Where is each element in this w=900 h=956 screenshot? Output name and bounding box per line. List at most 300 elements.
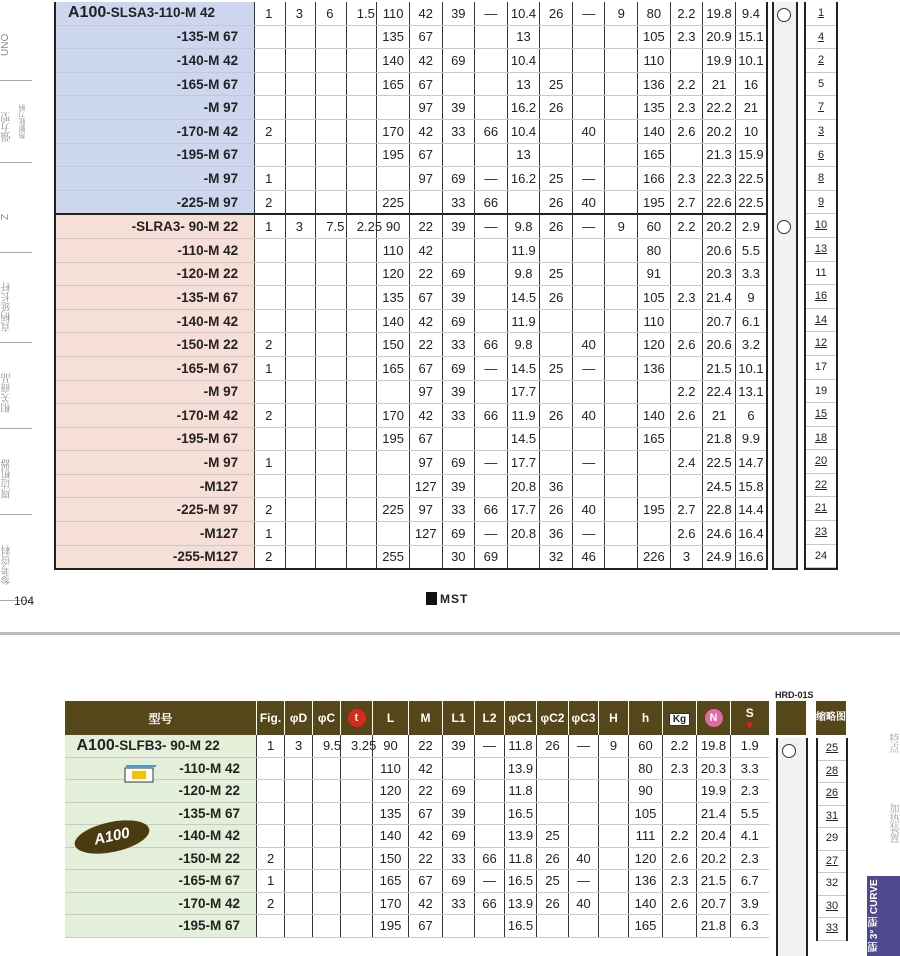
cell-l1: 69 [442,167,475,191]
cell-l1: 69 [443,870,475,893]
cell-fig: 2 [255,190,286,214]
cell-h: 120 [638,333,671,357]
cell-c1: 17.7 [507,380,540,404]
cell-h [605,238,638,262]
cell-l1 [443,757,475,780]
cell-h [605,309,638,333]
cell-h: 105 [638,25,671,49]
header-t [341,701,373,735]
ref-column-bottom [816,738,848,941]
cell-c1: 13 [507,72,540,96]
cell-h [605,427,638,451]
cell-kg: 2.2 [663,825,697,848]
ref-number[interactable]: 11 [806,262,836,286]
cell-h [605,286,638,310]
cell-c3 [572,49,605,73]
cell-l2: 66 [475,404,508,428]
cell-l1: 69 [443,780,475,803]
model-cell [65,802,257,825]
side-tab[interactable]: 周边机器 [2,459,13,499]
cell-fig: 1 [257,735,285,757]
header-h: h [629,701,663,735]
cell-d [285,404,316,428]
cell-l2: 66 [475,498,508,522]
cell-t [346,119,377,143]
cell-d [285,870,313,893]
header-s [731,701,769,735]
cell-c [313,802,341,825]
cell-l2: — [475,214,508,238]
cell-c1: 13 [507,143,540,167]
cell-n: 24.9 [703,545,736,569]
cell-l2: 66 [475,333,508,357]
table-row [55,167,767,191]
cell-l2: — [475,735,505,757]
cell-c1: 9.8 [507,214,540,238]
ref-number[interactable]: 28 [818,761,846,784]
cell-s: 3.2 [735,333,767,357]
cell-kg: 2.6 [670,522,703,546]
header-c2: φC2 [537,701,569,735]
model-cell [55,427,255,451]
model-cell [65,915,257,938]
ref-number[interactable]: 18 [806,427,836,451]
side-tab[interactable]: 相关商品 [2,373,13,413]
cell-kg: 2.4 [670,451,703,475]
cell-l: 150 [377,333,410,357]
cell-n: 21 [703,72,736,96]
cell-c2: 26 [540,190,573,214]
cell-d [285,167,316,191]
cell-c1: 17.7 [507,498,540,522]
cell-c1: 16.2 [507,167,540,191]
side-tab-note: 热膨胀刀柄 [19,104,26,140]
model-name: -170-M 42 [176,407,239,423]
cell-d [285,915,313,938]
cell-h [599,825,629,848]
ref-number[interactable]: 8 [806,167,836,191]
table-row [55,214,767,238]
header-d: φD [285,701,313,735]
cell-s: 9.9 [735,427,767,451]
cell-l1 [442,427,475,451]
table-row [55,333,767,357]
table-row [55,545,767,569]
cell-c1: 11.9 [507,238,540,262]
right-tab[interactable]: 加热装置 [887,803,898,843]
cell-c1: 11.9 [507,309,540,333]
cell-d [285,143,316,167]
cell-l1: 33 [442,498,475,522]
ref-number[interactable]: 29 [818,828,846,851]
cell-n: 22.2 [703,96,736,120]
right-tab[interactable]: 特点 [887,733,898,753]
cell-fig: 1 [255,451,286,475]
cell-m [409,545,442,569]
cell-n: 21.8 [703,427,736,451]
cell-h: 91 [638,262,671,286]
cell-c2: 36 [540,474,573,498]
cell-h [605,545,638,569]
cell-fig [255,474,286,498]
cell-c [313,847,341,870]
ref-number[interactable]: 30 [818,896,846,919]
model-cell [55,238,255,262]
header-l2: L2 [475,701,505,735]
cell-s: 5.5 [735,238,767,262]
cell-c2: 25 [537,870,569,893]
cell-t [346,286,377,310]
cell-c [316,356,347,380]
model-name: -M 97 [203,100,239,116]
cell-n: 20.2 [703,119,736,143]
cell-h [605,356,638,380]
model-cell [55,2,255,25]
table-row [65,735,769,757]
cell-h: 165 [638,427,671,451]
cell-c3 [572,238,605,262]
cell-d [285,380,316,404]
cell-n: 21.5 [703,356,736,380]
cell-l2 [475,143,508,167]
ref-number[interactable]: 4 [806,26,836,50]
cell-s: 15.8 [735,474,767,498]
cell-t [341,915,373,938]
cell-t [346,522,377,546]
cell-d [285,892,313,915]
cell-c2 [540,238,573,262]
ref-number[interactable]: 16 [806,285,836,309]
cell-l: 140 [377,49,410,73]
cell-l: 195 [377,427,410,451]
cell-m: 127 [409,474,442,498]
cell-l1: 39 [442,214,475,238]
model-cell [55,356,255,380]
cell-s: 16 [735,72,767,96]
cell-m: 42 [409,238,442,262]
cell-fig [255,262,286,286]
cell-t [346,498,377,522]
cell-s: 3.9 [731,892,769,915]
cell-c3: — [572,356,605,380]
curve-tab[interactable]: 型 3° 型 CURVE [867,876,900,956]
table-row [55,238,767,262]
ref-number[interactable]: 23 [806,521,836,545]
ref-number[interactable]: 10 [806,214,836,238]
header-h: H [599,701,629,735]
cell-c2: 26 [540,286,573,310]
cell-l1 [442,238,475,262]
ref-number[interactable]: 31 [818,806,846,829]
cell-c2: 26 [540,214,573,238]
cell-s: 6 [735,404,767,428]
cell-n: 22.3 [703,167,736,191]
side-tab[interactable]: 参考资料 [2,545,13,585]
cell-c3: — [572,2,605,25]
model-name: -140-M 42 [176,313,239,329]
model-cell [65,892,257,915]
cell-kg [670,262,703,286]
cell-h [605,25,638,49]
cell-s: 1.9 [731,735,769,757]
ref-number[interactable]: 26 [818,783,846,806]
cell-l: 135 [377,25,410,49]
model-name: -225-M 97 [176,194,239,210]
cell-c1: 10.4 [507,119,540,143]
model-name: -150-M 22 [178,850,240,866]
cell-t [346,49,377,73]
cell-c2 [537,802,569,825]
cell-c2 [540,143,573,167]
cell-c3: — [569,735,599,757]
cell-s: 22.5 [735,167,767,191]
cell-m: 67 [409,25,442,49]
cell-c1: 20.8 [507,474,540,498]
header-c3: φC3 [569,701,599,735]
cell-l2 [475,757,505,780]
cell-c3: 40 [572,498,605,522]
side-tab[interactable]: Z [0,213,11,221]
cell-kg [663,780,697,803]
cell-kg [663,915,697,938]
arrow-down-icon: ▼ [743,718,756,732]
model-cell [55,474,255,498]
cell-m: 22 [409,262,442,286]
cell-c2: 25 [540,356,573,380]
model-cell [55,309,255,333]
cell-l1: 69 [442,451,475,475]
ref-number[interactable]: 17 [806,356,836,380]
cell-n: 22.6 [703,190,736,214]
cell-d [285,309,316,333]
table-row [65,870,769,893]
cell-kg: 2.2 [670,214,703,238]
cell-c1: 14.5 [507,356,540,380]
header-l: L [373,701,409,735]
model-cell [55,49,255,73]
cell-n: 20.6 [703,333,736,357]
cell-fig: 1 [255,167,286,191]
cell-kg: 2.3 [670,286,703,310]
cell-l [377,380,410,404]
cell-fig: 2 [257,892,285,915]
cell-fig [257,825,285,848]
cell-c1: 10.4 [507,49,540,73]
side-tab-divider [0,162,32,163]
model-cell [65,757,257,780]
cell-h [599,915,629,938]
model-name: -135-M 67 [176,289,239,305]
weight-icon: Kg [669,713,690,726]
cell-fig: 2 [257,847,285,870]
model-cell [55,214,255,238]
cell-n: 20.7 [697,892,731,915]
cell-n: 21.5 [697,870,731,893]
cell-h [605,190,638,214]
cell-h: 90 [629,780,663,803]
cell-kg [670,474,703,498]
cell-c [316,498,347,522]
cell-m: 22 [409,780,443,803]
check-circle-icon [777,220,791,234]
cell-s: 16.4 [735,522,767,546]
cell-h: 136 [629,870,663,893]
cell-c [316,474,347,498]
ref-number[interactable]: 14 [806,309,836,333]
cell-c3: 40 [572,404,605,428]
ref-number[interactable]: 3 [806,120,836,144]
cell-t [341,892,373,915]
cell-c3 [572,286,605,310]
cell-h: 140 [629,892,663,915]
cell-c2: 25 [537,825,569,848]
device-header [776,701,806,735]
ref-number[interactable]: 6 [806,144,836,168]
ref-number[interactable]: 13 [806,238,836,262]
ref-number[interactable]: 19 [806,380,836,404]
cell-h: 110 [638,49,671,73]
ref-number[interactable]: 27 [818,851,846,874]
cell-kg: 2.2 [670,72,703,96]
ref-number[interactable]: 20 [806,450,836,474]
cell-c3 [572,143,605,167]
cell-h [605,96,638,120]
ref-number[interactable]: 32 [818,873,846,896]
cell-c3 [569,915,599,938]
cell-s: 6.1 [735,309,767,333]
ref-number[interactable]: 24 [806,545,836,569]
cell-l: 110 [377,2,410,25]
spec-table-bottom [64,701,768,938]
cell-t: 3.25 [341,735,373,757]
cell-l: 140 [377,309,410,333]
cell-l1 [443,915,475,938]
model-cell [55,545,255,569]
table-row [55,2,767,25]
cell-m [409,190,442,214]
cell-s: 13.1 [735,380,767,404]
ref-number[interactable]: 5 [806,73,836,97]
cell-d [285,356,316,380]
cell-t [346,474,377,498]
cell-c [313,892,341,915]
tool-holder-icon [124,764,158,784]
cell-c3: 46 [572,545,605,569]
cell-h: 140 [638,404,671,428]
model-name: -165-M 67 [178,873,240,889]
cell-l1: 69 [442,356,475,380]
cell-t [346,238,377,262]
side-tab[interactable]: UNO [0,33,11,57]
model-name: -140-M 42 [178,828,240,844]
ref-number[interactable]: 25 [818,738,846,761]
cell-h [605,380,638,404]
ref-number[interactable]: 9 [806,191,836,215]
cell-t [346,545,377,569]
cell-h: 80 [638,238,671,262]
ref-number[interactable]: 2 [806,49,836,73]
cell-c [316,49,347,73]
thumb-header: 缩略图 [816,701,846,735]
cell-kg: 2.3 [670,96,703,120]
cell-c2: 26 [540,96,573,120]
table-row [55,25,767,49]
cell-n: 22.4 [703,380,736,404]
cell-m: 97 [409,167,442,191]
cell-l1: 69 [442,309,475,333]
cell-m: 22 [409,214,442,238]
ref-number[interactable]: 7 [806,96,836,120]
side-tab[interactable]: 强力型 [2,112,13,142]
cell-m: 97 [409,96,442,120]
ref-number[interactable]: 1 [806,2,836,26]
cell-fig: 2 [255,119,286,143]
cell-c [316,167,347,191]
ref-number[interactable]: 12 [806,332,836,356]
cell-c3: 40 [572,333,605,357]
ref-number[interactable]: 21 [806,497,836,521]
cell-l: 165 [377,356,410,380]
cell-c [316,380,347,404]
cell-c3: — [572,522,605,546]
cell-c [313,757,341,780]
cell-l: 110 [373,757,409,780]
cell-l [377,96,410,120]
cell-l: 255 [377,545,410,569]
cell-kg: 2.6 [670,119,703,143]
cell-kg: 2.3 [670,25,703,49]
table-row [55,427,767,451]
cell-l2: — [475,522,508,546]
model-cell [55,262,255,286]
table-row [55,309,767,333]
model-name: -120-M 22 [176,266,239,282]
cell-s: 10.1 [735,356,767,380]
ref-number[interactable]: 15 [806,403,836,427]
side-tab[interactable]: 直柄延长杆 [2,282,13,332]
ref-number[interactable]: 22 [806,474,836,498]
cell-fig: 2 [255,333,286,357]
table-row [55,451,767,475]
cell-kg [670,238,703,262]
cell-t [346,404,377,428]
cell-c1: 13.9 [505,892,537,915]
check-circle-icon [782,744,796,758]
check-circle-icon [777,8,791,22]
cell-l2 [475,96,508,120]
cell-t [346,333,377,357]
cell-d [285,190,316,214]
cell-kg: 2.6 [663,847,697,870]
cell-n: 20.3 [697,757,731,780]
cell-h: 135 [638,96,671,120]
ref-number[interactable]: 33 [818,918,846,941]
cell-kg: 3 [670,545,703,569]
cell-t: 1.5 [346,2,377,25]
cell-s: 2.3 [731,780,769,803]
table-row [55,356,767,380]
cell-d [285,498,316,522]
cell-l1: 39 [442,380,475,404]
cell-h: 165 [638,143,671,167]
cell-m: 97 [409,498,442,522]
cell-h [599,757,629,780]
cell-fig [257,780,285,803]
cell-l: 225 [377,498,410,522]
cell-kg: 2.2 [670,2,703,25]
cell-l2: — [475,356,508,380]
cell-h: 80 [638,2,671,25]
